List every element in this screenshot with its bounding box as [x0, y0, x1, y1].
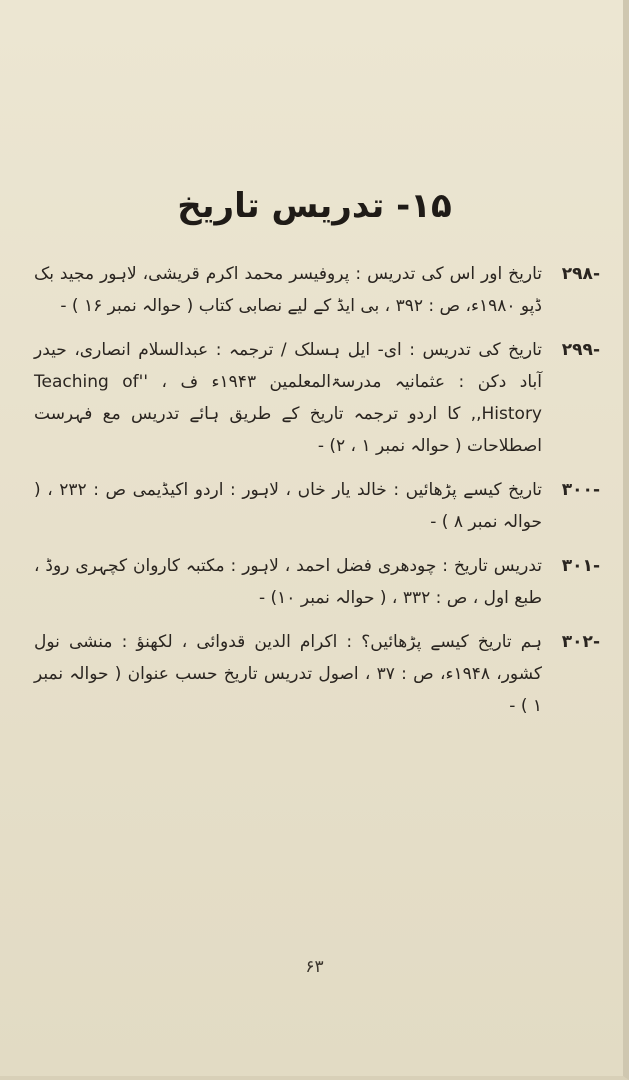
entry-text: تاریخ کیسے پڑھائیں : خالد یار خاں ، لاہور : اردو اکیڈیمی ص : ۲۳۲ ، ( حوالہ نمبر ۸ ) -	[34, 480, 542, 532]
entry-text: تاریخ کی تدریس : ای- ایل ہسلک / ترجمہ : عبدالسلام انصاری، حیدر آباد دکن : عثمانیہ مدرسۃالمعلمین ۱۹۴۳ء ف ، ''Teaching of History,, کا اردو ترجمہ تاریخ کے طریق ہائے تدریس مع فہرست اصطلاحات ( حوالہ نمبر ۱ ، ۲) -	[34, 340, 543, 456]
bibliography-entry-299	[34, 334, 600, 462]
entry-number: -۳۰۰	[561, 480, 600, 500]
entry-number: -۲۹۸	[561, 264, 600, 284]
entry-number: -۳۰۱	[561, 556, 600, 576]
entry-text: تاریخ اور اس کی تدریس : پروفیسر محمد اکرم قریشی، لاہور مجید بک ڈپو ۱۹۸۰ء، ص : ۳۹۲ ، بی ایڈ کے لیے نصابی کتاب ( حوالہ نمبر ۱۶ ) -	[34, 264, 542, 316]
entry-number: -۲۹۹	[561, 340, 600, 360]
bibliography-entry-301	[34, 550, 600, 614]
bibliography-entry-300	[34, 474, 600, 538]
bibliography-entry-298	[34, 258, 600, 322]
page-number: ۶۳	[305, 957, 324, 977]
entry-text: ہم تاریخ کیسے پڑھائیں؟ : اکرام الدین قدوائی ، لکھنؤ : منشی نول کشور، ۱۹۴۸ء، ص : ۳۷ ، اصول تدریس تاریخ حسب عنوان ( حوالہ نمبر ۱ ) -	[34, 632, 542, 716]
bibliography-entry-302	[34, 626, 600, 722]
chapter-title: ۱۵- تدریس تاریخ	[177, 186, 452, 226]
entry-number: -۳۰۲	[561, 632, 600, 652]
entry-text: تدریس تاریخ : چودھری فضل احمد ، لاہور : مکتبہ کاروان کچہری روڈ ، طبع اول ، ص : ۳۳۲ ، ( حوالہ نمبر ۱۰) -	[34, 556, 542, 608]
bibliography-list	[34, 258, 600, 734]
